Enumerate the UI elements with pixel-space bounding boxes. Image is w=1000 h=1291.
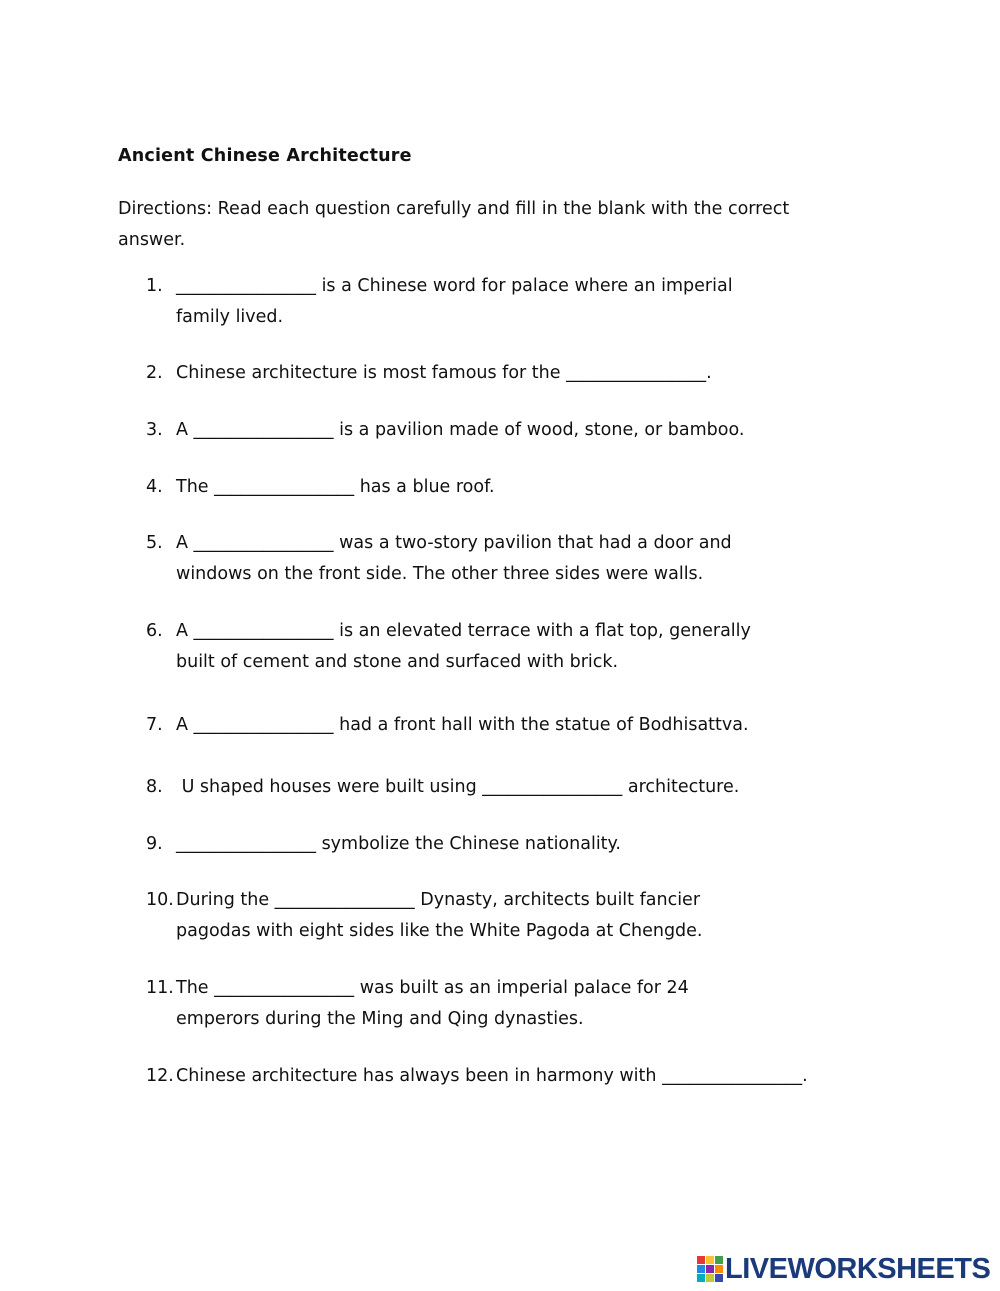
question-11	[146, 973, 886, 1035]
question-text-before: A	[176, 715, 194, 735]
answer-blank[interactable]: ________________	[176, 834, 316, 854]
answer-blank[interactable]: ________________	[193, 621, 334, 641]
question-number: 2.	[146, 363, 163, 383]
question-7	[146, 710, 886, 741]
answer-blank[interactable]: ________________	[193, 533, 334, 553]
answer-blank[interactable]: ________________	[482, 777, 623, 797]
question-text-before: Chinese architecture is most famous for the	[176, 363, 567, 383]
question-10	[146, 885, 886, 947]
answer-blank[interactable]: ________________	[566, 363, 707, 383]
liveworksheets-logo[interactable]	[697, 1254, 990, 1284]
question-text-after: symbolize the Chinese nationality.	[316, 834, 621, 854]
question-number: 10.	[146, 890, 174, 910]
question-3	[146, 415, 886, 446]
question-8	[146, 772, 886, 803]
logo-text: LIVEWORKSHEETS	[725, 1252, 991, 1285]
question-text-line2: emperors during the Ming and Qing dynasties.	[176, 1009, 584, 1029]
question-text-before: A	[176, 533, 194, 553]
answer-blank[interactable]: ________________	[662, 1066, 803, 1086]
question-text-after: is a pavilion made of wood, stone, or bamboo.	[333, 420, 745, 440]
question-text-after: .	[706, 363, 712, 383]
question-number: 5.	[146, 533, 163, 553]
question-text-after: has a blue roof.	[354, 477, 495, 497]
question-5	[146, 528, 886, 590]
question-number: 6.	[146, 621, 163, 641]
answer-blank[interactable]: ________________	[176, 276, 316, 296]
question-text-line2: windows on the front side. The other three sides were walls.	[176, 564, 704, 584]
question-text-line2: built of cement and stone and surfaced with brick.	[176, 652, 619, 672]
question-number: 12.	[146, 1066, 174, 1086]
question-text-before: Chinese architecture has always been in harmony with	[176, 1066, 663, 1086]
question-text-after: is a Chinese word for palace where an imperial	[316, 276, 733, 296]
question-text-line2: family lived.	[176, 307, 284, 327]
answer-blank[interactable]: ________________	[214, 978, 355, 998]
question-number: 7.	[146, 715, 163, 735]
question-text-before: U shaped houses were built using	[176, 777, 483, 797]
question-number: 3.	[146, 420, 163, 440]
answer-blank[interactable]: ________________	[193, 715, 334, 735]
question-6	[146, 616, 886, 678]
question-12	[146, 1061, 886, 1092]
question-number: 4.	[146, 477, 163, 497]
question-text-after: architecture.	[622, 777, 740, 797]
question-2	[146, 358, 886, 389]
directions-text: Directions: Read each question carefully and fill in the blank with the correct answer.	[118, 199, 790, 250]
question-number: 9.	[146, 834, 163, 854]
question-text-line2: pagodas with eight sides like the White Pagoda at Chengde.	[176, 921, 703, 941]
question-text-after: .	[802, 1066, 808, 1086]
question-text-before: The	[176, 978, 215, 998]
question-number: 1.	[146, 276, 163, 296]
question-1	[146, 271, 886, 333]
question-text-before: A	[176, 621, 194, 641]
question-text-before: A	[176, 420, 194, 440]
question-9	[146, 829, 886, 860]
question-text-after: was a two-story pavilion that had a door and	[333, 533, 732, 553]
answer-blank[interactable]: ________________	[274, 890, 415, 910]
question-text-before: The	[176, 477, 215, 497]
answer-blank[interactable]: ________________	[214, 477, 355, 497]
question-text-after: was built as an imperial palace for 24	[354, 978, 689, 998]
question-number: 11.	[146, 978, 174, 998]
worksheet-title: Ancient Chinese Architecture	[118, 146, 412, 166]
question-text-before: During the	[176, 890, 275, 910]
question-number: 8.	[146, 777, 163, 797]
question-4	[146, 472, 886, 503]
question-text-after: is an elevated terrace with a flat top, generally	[333, 621, 751, 641]
question-text-after: had a front hall with the statue of Bodhisattva.	[333, 715, 749, 735]
answer-blank[interactable]: ________________	[193, 420, 334, 440]
question-text-after: Dynasty, architects built fancier	[414, 890, 701, 910]
liveworksheets-logo-icon	[697, 1256, 723, 1282]
